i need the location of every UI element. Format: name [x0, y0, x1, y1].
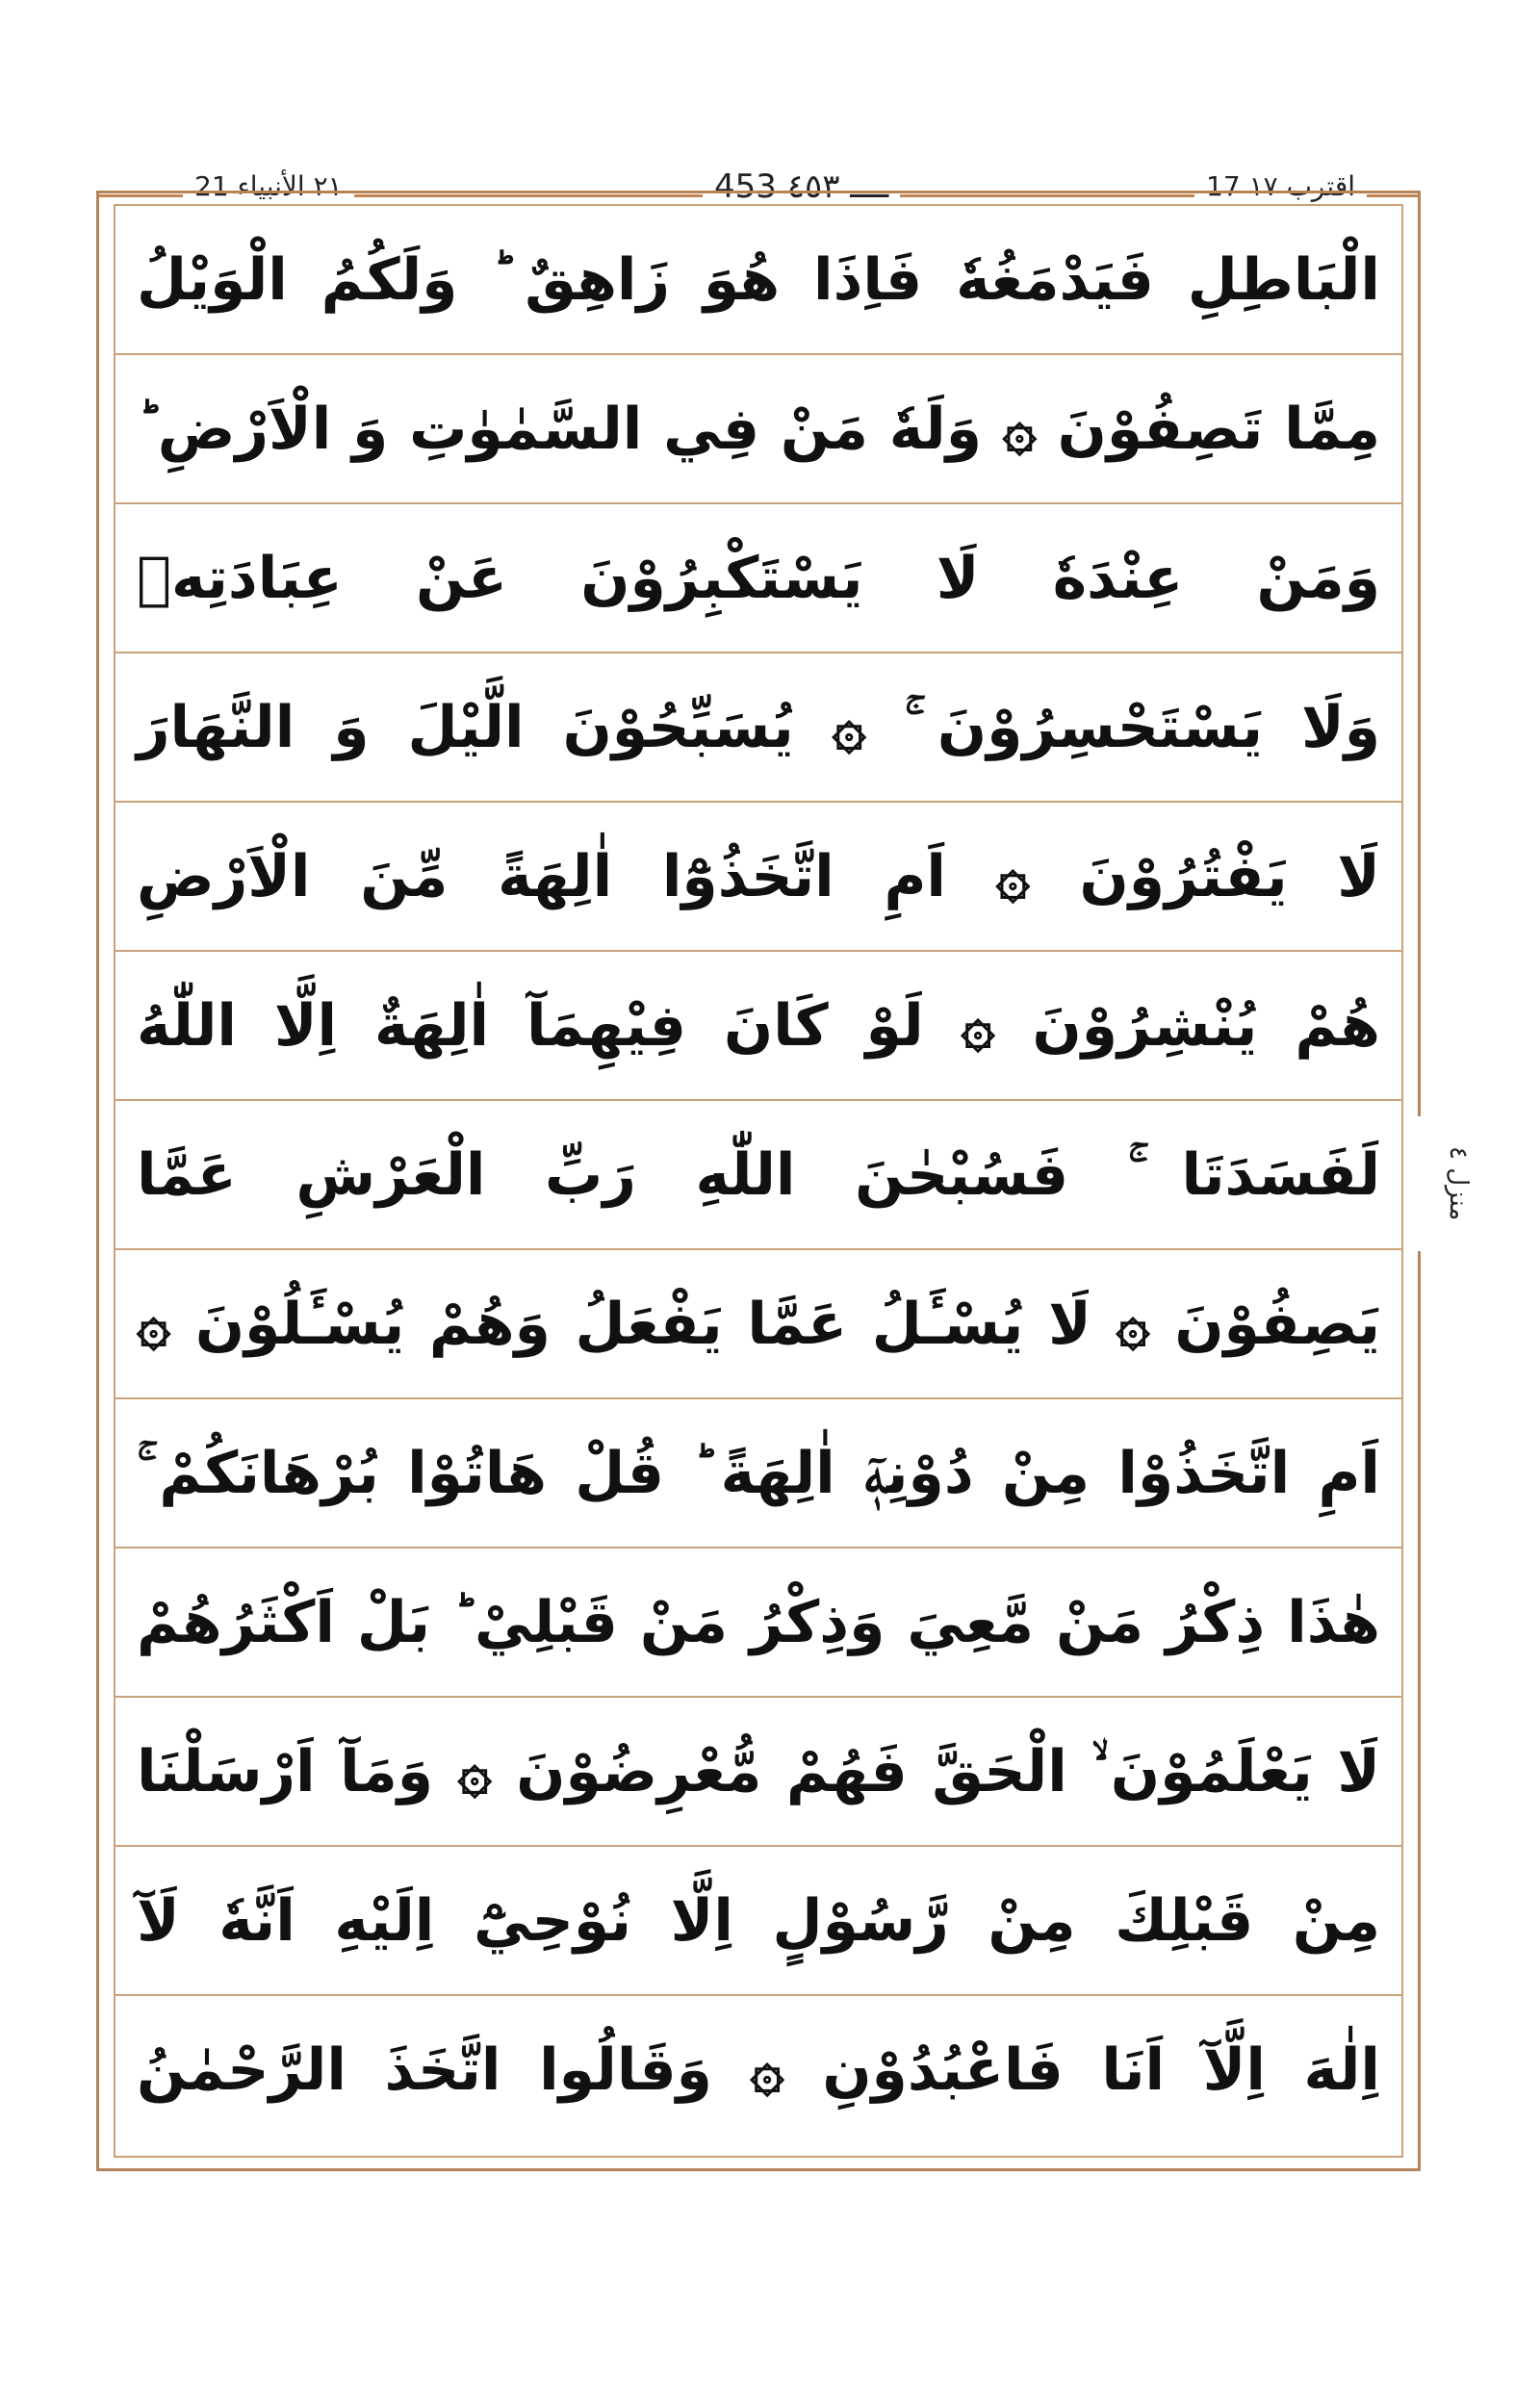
verse-line: لَفَسَدَتَا ۚ فَسُبْحٰنَ اللّٰهِ رَبِّ الْعَرْشِ عَمَّا — [116, 1101, 1401, 1250]
verse-line: يَصِفُوْنَ ۞ لَا يُسْـَٔلُ عَمَّا يَفْعَلُ وَهُمْ يُسْـَٔلُوْنَ ۞ — [116, 1250, 1401, 1399]
verse-line: اَمِ اتَّخَذُوْا مِنْ دُوْنِهٖٓ اٰلِهَةً ؕ قُلْ هَاتُوْا بُرْهَانَكُمْ ۚ — [116, 1399, 1401, 1549]
verse-line: مِنْ قَبْلِكَ مِنْ رَّسُوْلٍ اِلَّا نُوْحِيْٓ اِلَيْهِ اَنَّهٗ لَآ — [116, 1847, 1401, 1996]
page-number: 453 ــــ ٤٥٣ — [703, 162, 900, 212]
verse-line: هٰذَا ذِكْرُ مَنْ مَّعِيَ وَذِكْرُ مَنْ قَبْلِيْ ؕ بَلْ اَكْثَرُهُمْ — [116, 1549, 1401, 1698]
verse-lines — [116, 206, 1401, 2156]
juz-name: اقترب ١٧ 17 — [1194, 162, 1367, 212]
verse-line: مِمَّا تَصِفُوْنَ ۞ وَلَهٗ مَنْ فِي السَّمٰوٰتِ وَ الْاَرْضِ ؕ — [116, 355, 1401, 504]
verse-line: اِلٰهَ اِلَّآ اَنَا فَاعْبُدُوْنِ ۞ وَقَالُوا اتَّخَذَ الرَّحْمٰنُ — [137, 2036, 1380, 2104]
manzil-label: منزل ٤ — [1415, 1116, 1473, 1251]
verse-line: لَا يَعْلَمُوْنَ ۙ الْحَقَّ فَهُمْ مُّعْرِضُوْنَ ۞ وَمَآ اَرْسَلْنَا — [116, 1698, 1401, 1847]
surah-name: ٢١ الأنبياء 21 — [183, 162, 354, 212]
verse-line: وَمَنْ عِنْدَهٗ لَا يَسْتَكْبِرُوْنَ عَنْ عِبَادَتِهٖ — [116, 504, 1401, 653]
verse-line: لَا يَفْتُرُوْنَ ۞ اَمِ اتَّخَذُوْٓا اٰلِهَةً مِّنَ الْاَرْضِ — [116, 803, 1401, 952]
verse-line: وَلَا يَسْتَحْسِرُوْنَ ۚ ۞ يُسَبِّحُوْنَ الَّيْلَ وَ النَّهَارَ — [116, 653, 1401, 803]
verse-line: هُمْ يُنْشِرُوْنَ ۞ لَوْ كَانَ فِيْهِمَآ اٰلِهَةٌ اِلَّا اللّٰهُ — [116, 952, 1401, 1101]
verse-line: الْبَاطِلِ فَيَدْمَغُهٗ فَاِذَا هُوَ زَاهِقٌ ؕ وَلَكُمُ الْوَيْلُ — [116, 206, 1401, 355]
